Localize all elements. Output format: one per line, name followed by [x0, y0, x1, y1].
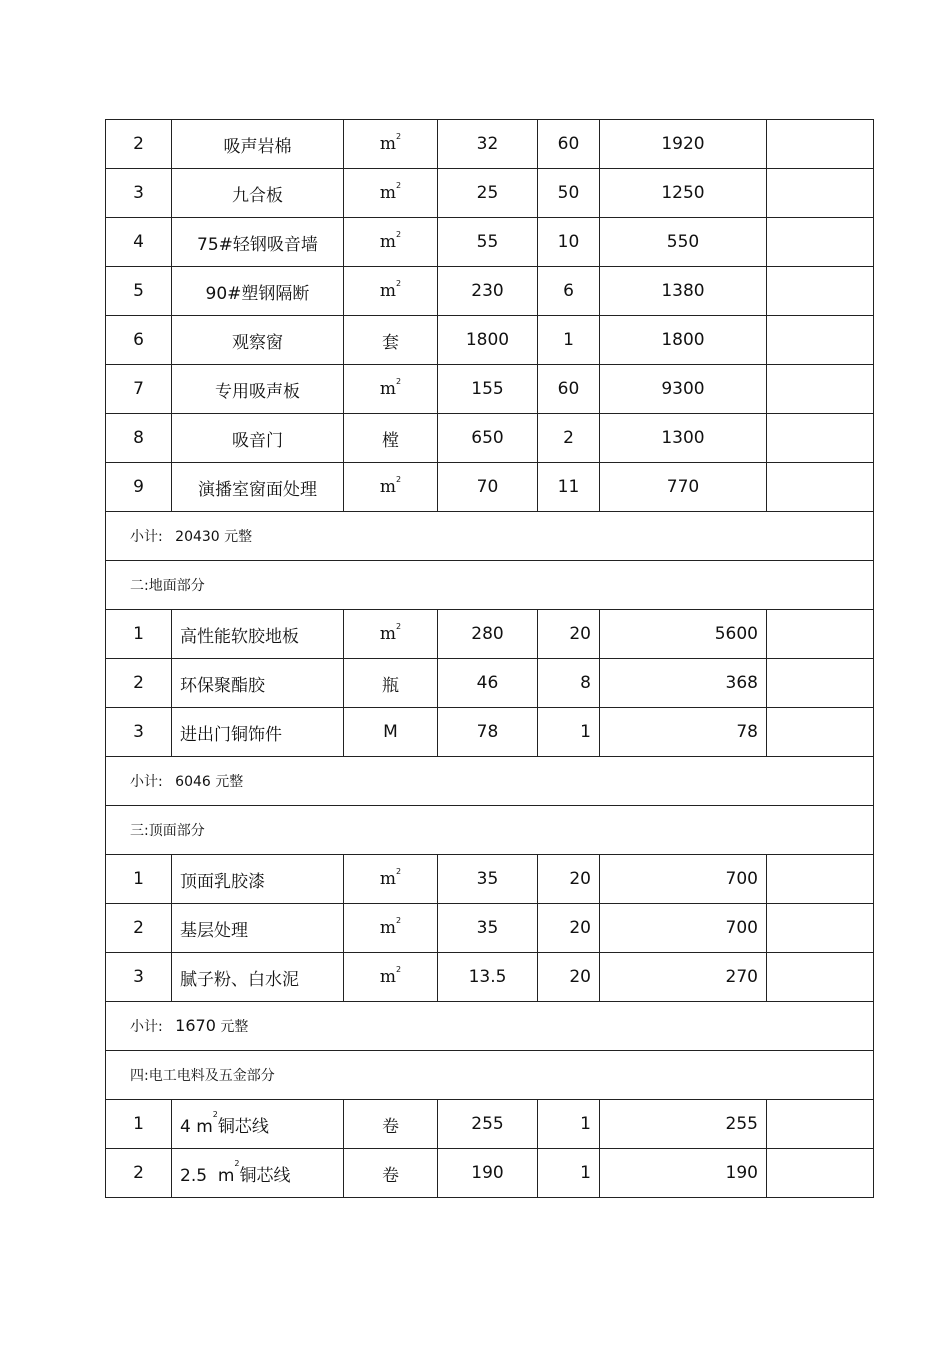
note: [767, 708, 874, 757]
unit-price: 155: [438, 365, 538, 414]
row-number: 3: [106, 953, 172, 1002]
subtotal-cell: [106, 1002, 874, 1051]
note: [767, 218, 874, 267]
row-number: 1: [106, 1100, 172, 1149]
quantity: 60: [538, 365, 600, 414]
line-total: 190: [600, 1149, 767, 1198]
table-row: [106, 414, 874, 463]
line-total: 1800: [600, 316, 767, 365]
subtotal-row: [106, 512, 874, 561]
item-name: 吸音门: [172, 414, 344, 463]
subtotal-cell: [106, 757, 874, 806]
unit-price: 190: [438, 1149, 538, 1198]
subtotal-label: 小计:: [130, 529, 163, 545]
table-row: [106, 659, 874, 708]
unit-price: 25: [438, 169, 538, 218]
quantity: 20: [538, 855, 600, 904]
note: [767, 904, 874, 953]
unit: 卷: [344, 1149, 438, 1198]
section-title: 二:地面部分: [106, 561, 874, 610]
unit-price: 32: [438, 120, 538, 169]
item-name: 专用吸声板: [172, 365, 344, 414]
subtotal-amount: 6046: [175, 774, 211, 790]
quantity: 2: [538, 414, 600, 463]
unit-price: 255: [438, 1100, 538, 1149]
note: [767, 610, 874, 659]
quantity: 20: [538, 610, 600, 659]
item-name: 环保聚酯胶: [172, 659, 344, 708]
unit-price: 1800: [438, 316, 538, 365]
note: [767, 365, 874, 414]
line-total: 550: [600, 218, 767, 267]
unit-price: 35: [438, 855, 538, 904]
unit-price: 35: [438, 904, 538, 953]
unit: $m^2$: [344, 169, 438, 218]
unit: 套: [344, 316, 438, 365]
row-number: 2: [106, 120, 172, 169]
quantity: 1: [538, 1149, 600, 1198]
subtotal-row: [106, 757, 874, 806]
unit-price: 55: [438, 218, 538, 267]
table-row: [106, 904, 874, 953]
item-name: 进出门铜饰件: [172, 708, 344, 757]
quantity: 50: [538, 169, 600, 218]
item-name: 顶面乳胶漆: [172, 855, 344, 904]
subtotal-row: [106, 1002, 874, 1051]
unit-price: 280: [438, 610, 538, 659]
section-title: 四:电工电料及五金部分: [106, 1051, 874, 1100]
quantity: 1: [538, 1100, 600, 1149]
subtotal-cell: [106, 512, 874, 561]
subtotal-suffix: 元整: [215, 774, 244, 790]
note: [767, 1149, 874, 1198]
unit: 卷: [344, 1100, 438, 1149]
row-number: 3: [106, 708, 172, 757]
unit: $m^2$: [344, 953, 438, 1002]
quantity: 8: [538, 659, 600, 708]
row-number: 2: [106, 904, 172, 953]
note: [767, 267, 874, 316]
table-row: [106, 855, 874, 904]
table-row: [106, 316, 874, 365]
unit-price: 70: [438, 463, 538, 512]
row-number: 4: [106, 218, 172, 267]
item-name: 演播室窗面处理: [172, 463, 344, 512]
row-number: 2: [106, 659, 172, 708]
quantity: 1: [538, 316, 600, 365]
table-row: [106, 1100, 874, 1149]
item-name: 观察窗: [172, 316, 344, 365]
quantity: 6: [538, 267, 600, 316]
table-row: [106, 463, 874, 512]
note: [767, 169, 874, 218]
table-row: [106, 169, 874, 218]
item-name: 75#轻钢吸音墙: [172, 218, 344, 267]
subtotal-suffix: 元整: [220, 1019, 249, 1035]
unit-price: 230: [438, 267, 538, 316]
unit: $m^2$: [344, 463, 438, 512]
item-name: 基层处理: [172, 904, 344, 953]
row-number: 6: [106, 316, 172, 365]
note: [767, 1100, 874, 1149]
unit: 瓶: [344, 659, 438, 708]
note: [767, 414, 874, 463]
unit: $m^2$: [344, 610, 438, 659]
subtotal-amount: 20430: [175, 529, 220, 545]
note: [767, 316, 874, 365]
row-number: 5: [106, 267, 172, 316]
item-name: 2.5 $m^2$铜芯线: [172, 1149, 344, 1198]
line-total: 1300: [600, 414, 767, 463]
unit: $m^2$: [344, 904, 438, 953]
table-row: [106, 267, 874, 316]
quantity: 20: [538, 904, 600, 953]
unit: M: [344, 708, 438, 757]
quantity: 1: [538, 708, 600, 757]
line-total: 1250: [600, 169, 767, 218]
item-name: 腻子粉、白水泥: [172, 953, 344, 1002]
row-number: 7: [106, 365, 172, 414]
line-total: 368: [600, 659, 767, 708]
quantity: 10: [538, 218, 600, 267]
unit-price: 46: [438, 659, 538, 708]
unit-price: 13.5: [438, 953, 538, 1002]
table-row: [106, 953, 874, 1002]
unit-price: 650: [438, 414, 538, 463]
table-row: [106, 708, 874, 757]
line-total: 255: [600, 1100, 767, 1149]
line-total: 700: [600, 855, 767, 904]
line-total: 770: [600, 463, 767, 512]
table-row: [106, 120, 874, 169]
line-total: 78: [600, 708, 767, 757]
row-number: 1: [106, 610, 172, 659]
note: [767, 120, 874, 169]
line-total: 5600: [600, 610, 767, 659]
section-header-row: [106, 806, 874, 855]
item-name: 吸声岩棉: [172, 120, 344, 169]
section-title: 三:顶面部分: [106, 806, 874, 855]
item-name: 90#塑钢隔断: [172, 267, 344, 316]
subtotal-label: 小计:: [130, 774, 163, 790]
quantity: 60: [538, 120, 600, 169]
table-row: [106, 218, 874, 267]
quantity: 20: [538, 953, 600, 1002]
quotation-table: [105, 119, 874, 1198]
line-total: 270: [600, 953, 767, 1002]
unit-price: 78: [438, 708, 538, 757]
subtotal-label: 小计:: [130, 1019, 163, 1035]
row-number: 1: [106, 855, 172, 904]
item-name: 高性能软胶地板: [172, 610, 344, 659]
line-total: 1920: [600, 120, 767, 169]
subtotal-suffix: 元整: [224, 529, 253, 545]
line-total: 1380: [600, 267, 767, 316]
section-header-row: [106, 1051, 874, 1100]
section-header-row: [106, 561, 874, 610]
unit: $m^2$: [344, 855, 438, 904]
table-row: [106, 610, 874, 659]
table-row: [106, 1149, 874, 1198]
note: [767, 855, 874, 904]
subtotal-amount: 1670: [175, 1016, 216, 1035]
quantity: 11: [538, 463, 600, 512]
table-row: [106, 365, 874, 414]
unit: $m^2$: [344, 267, 438, 316]
note: [767, 463, 874, 512]
note: [767, 953, 874, 1002]
line-total: 700: [600, 904, 767, 953]
unit: $m^2$: [344, 120, 438, 169]
unit: $m^2$: [344, 218, 438, 267]
note: [767, 659, 874, 708]
item-name: 4 $m^2$铜芯线: [172, 1100, 344, 1149]
row-number: 2: [106, 1149, 172, 1198]
row-number: 3: [106, 169, 172, 218]
item-name: 九合板: [172, 169, 344, 218]
row-number: 9: [106, 463, 172, 512]
row-number: 8: [106, 414, 172, 463]
line-total: 9300: [600, 365, 767, 414]
unit: $m^2$: [344, 365, 438, 414]
unit: 樘: [344, 414, 438, 463]
